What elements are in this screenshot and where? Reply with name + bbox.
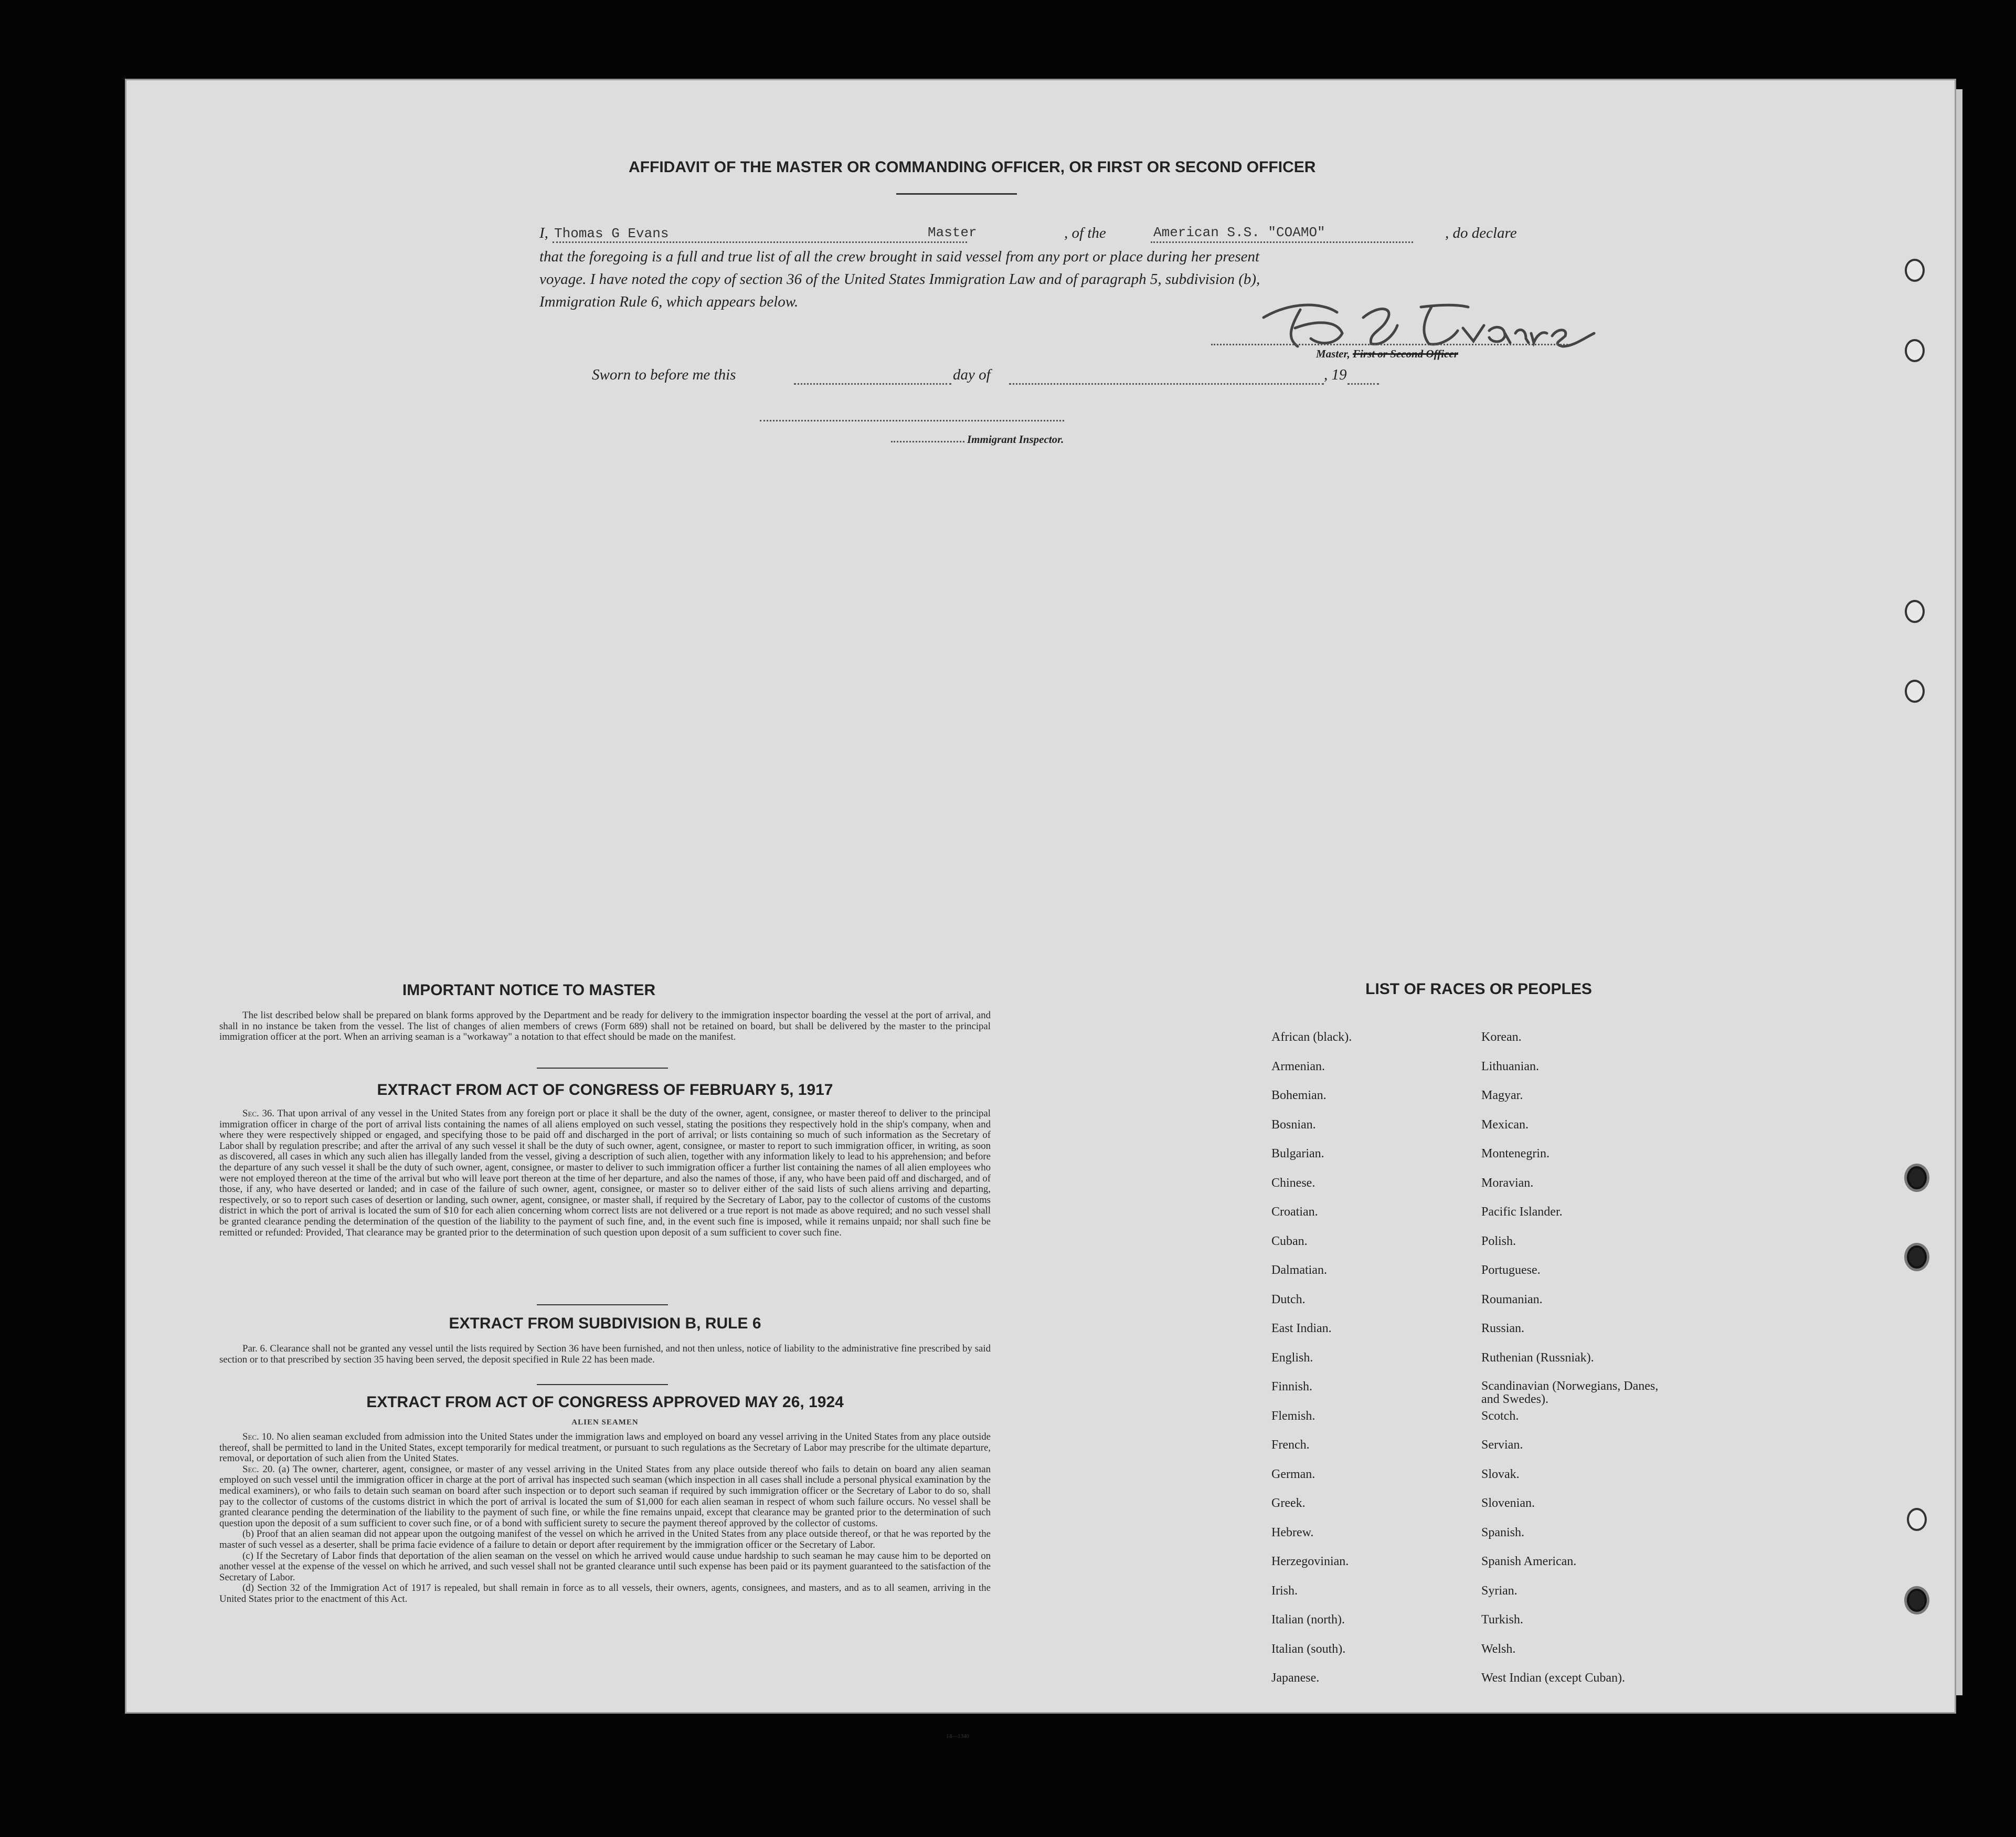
race-item: Portuguese. [1481,1263,1541,1277]
vessel-underline [1151,241,1413,243]
declaration-line-3: voyage. I have noted the copy of section 36 of the United States Immigration Law and of paragraph 5, subdivision (b), [539,271,1260,288]
race-item: Syrian. [1481,1583,1518,1598]
alien-seamen-subtitle: ALIEN SEAMEN [571,1418,639,1427]
binder-hole [1907,1508,1927,1531]
signer-title-struck: First or Second Officer [1353,347,1458,360]
race-item: Welsh. [1481,1642,1516,1656]
race-item: Spanish American. [1481,1555,1577,1568]
inspector-label: Immigrant Inspector. [967,433,1064,446]
race-item: Ruthenian (Russniak). [1481,1350,1594,1365]
race-item: African (black). [1271,1030,1352,1044]
race-item: Irish. [1271,1583,1298,1598]
binder-hole [1905,600,1925,623]
race-item: Slovak. [1481,1467,1520,1481]
name-underline [553,241,967,243]
race-item: Italian (south). [1271,1642,1346,1656]
master-signature [1258,297,1626,354]
sec-20a-text: (a) The owner, charterer, agent, consignee, or master of any vessel arriving in the United States from any place outside thereof who fails to detain on board any alien seaman employed on such vessel until the immigration officer in charge at the port of arrival has inspected such seaman (which inspection in all cases shall include a personal physical examination by the medical examiners), or who fails to detain such seaman on board after such inspection or to deport such seaman if required by such immigration officer or the Secretary of Labor to do so, shall pay to the collector of customs of the customs district in which the port of arrival is located the sum of $1,000 for each alien seaman in respect of whom such failure occurs. No vessel shall be granted clearance pending the determination of the liability to the payment of such fine, or while the fine remains unpaid, except that clearance may be granted prior to the determination of such question upon the deposit of a sum sufficient to cover such fine, or of a bond with sufficient surety to secure the payment thereof approved by the collector of customs. [219,1463,991,1529]
race-item: Russian. [1481,1322,1525,1335]
race-item: Herzegovinian. [1271,1555,1349,1568]
act-1917-title: EXTRACT FROM ACT OF CONGRESS OF FEBRUARY 5, 1917 [377,1081,833,1099]
race-item: Moravian. [1481,1176,1534,1190]
master-rank: Master [928,225,977,240]
sworn-month-line [1009,383,1324,385]
binder-hole [1905,339,1925,362]
race-item: Japanese. [1271,1671,1320,1685]
of-the-label: , of the [1064,225,1106,241]
do-declare-label: , do declare [1445,225,1517,241]
sec-20b-text: (b) Proof that an alien seaman did not appear upon the outgoing manifest of the vessel on which he arrived in the United States from any place outside thereof, or that he was reported by the master of such vessel as a deserter, shall be prima facie evidence of a failure to detain or deport after requirement by the immigration officer or the Secretary of Labor. [219,1528,991,1550]
vessel-name: American S.S. "COAMO" [1153,225,1325,240]
race-item: Lithuanian. [1481,1059,1539,1073]
sworn-year-label: , 19 [1324,366,1347,383]
race-item: West Indian (except Cuban). [1481,1671,1625,1685]
manifest-page [125,79,1956,1739]
signature-line [1211,344,1568,345]
act-1917-text: That upon arrival of any vessel in the United States from any foreign port or place it shall be the duty of the owner, agent, consignee, or master thereof to deliver to the principal immigration officer in charge of the port of arrival lists containing the names of all aliens employed on such vessel, stating the positions they respectively hold in the ship's company, when and where they were respectively shipped or engaged, and specifying those to be paid off and discharged in the port of arrival; or lists containing so much of such information as the Secretary of Labor shall by regulation prescribe; and after the arrival of any such vessel it shall be the duty of such owner, agent, consignee, or master to report to such immigration officer, in writing, as soon as discovered, all cases in which any such alien has illegally landed from the vessel, giving a description of such alien, together with any information likely to lead to his apprehension; and before the departure of any such vessel it shall be the duty of such owner, agent, consignee, or master to deliver to such immigration officer a further list containing the names of all alien employees who were not employed thereon at the time of the arrival but who will leave port thereon at the time of her departure, and also the names of those, if any, who have been paid off and discharged, and of those, if any, who have deserted or landed; and in case of the failure of such owner, agent, consignee, or master so to deliver either of the said lists of such aliens arriving and departing, respectively, or so to report such cases of desertion or landing, such owner, agent, consignee, or master shall, if required by the Secretary of Labor, pay to the collector of customs of the customs district in which the port of arrival is located the sum of $10 for each alien concerning whom correct lists are not delivered or a true report is not made as above required; and no such vessel shall be granted clearance pending the determination of the question of the liability to the payment of such fine, and, in the event such fine is imposed, while it remains unpaid; nor shall such fine be remitted or refunded: Provided, That clearance may be granted prior to the determination of such question upon deposit of a sum sufficient to cover such fine. [219,1108,991,1238]
declaration-line-4: Immigration Rule 6, which appears below. [539,293,799,310]
inspector-line [891,441,964,442]
race-item: East Indian. [1271,1322,1332,1335]
race-item: Finnish. [1271,1380,1313,1393]
binder-hole [1907,1589,1927,1612]
race-item: Bosnian. [1271,1117,1316,1132]
race-item: Magyar. [1481,1089,1523,1102]
race-item: Dalmatian. [1271,1263,1327,1277]
race-item: Scandinavian (Norwegians, Danes, and Swedes). [1481,1379,1659,1406]
race-item: Cuban. [1271,1234,1308,1248]
race-item: Servian. [1481,1438,1523,1452]
affidavit-title: AFFIDAVIT OF THE MASTER OR COMMANDING OFFICER, OR FIRST OR SECOND OFFICER [629,159,1316,176]
notice-body [219,1010,991,1043]
act-1917-section: Sec. 36. [242,1108,274,1119]
race-item: Bulgarian. [1271,1147,1324,1160]
sworn-day-line [794,383,951,385]
declaration-line-2: that the foregoing is a full and true list of all the crew brought in said vessel from any port or place during her present [539,248,1260,265]
binder-hole [1907,1245,1927,1269]
act-1924-body [219,1432,991,1605]
act-1924-title: EXTRACT FROM ACT OF CONGRESS APPROVED MAY 26, 1924 [366,1393,844,1411]
act-1917-divider [537,1304,668,1305]
declaration-line-1 [539,225,548,242]
sworn-day-label: day of [953,366,991,383]
race-item: Greek. [1271,1496,1306,1510]
rule-6-title: EXTRACT FROM SUBDIVISION B, RULE 6 [449,1315,761,1332]
declaration-prefix: I, [539,225,548,241]
race-item: Korean. [1481,1030,1522,1044]
signer-title [1316,347,1458,361]
races-title: LIST OF RACES OR PEOPLES [1365,980,1592,998]
notice-divider [537,1068,668,1069]
race-item: English. [1271,1350,1313,1365]
sec-20d-text: (d) Section 32 of the Immigration Act of 1917 is repealed, but shall remain in force as to all vessels, their owners, agents, consignees, and masters, and as to all seamen, arriving in the United States prior to the enactment of this Act. [219,1582,991,1604]
race-item: German. [1271,1467,1315,1481]
race-item: Turkish. [1481,1613,1523,1627]
race-item: Armenian. [1271,1059,1325,1073]
form-number: 14—1340 [946,1733,969,1739]
race-item: Mexican. [1481,1117,1529,1132]
rule-6-text: Par. 6. Clearance shall not be granted any vessel until the lists required by Section 36 have been furnished, and not then unless, notice of liability to the administrative fine prescribed by said section or to that prescribed by section 35 having been served, the deposit specified in Rule 22 has been made. [219,1343,991,1365]
race-item: French. [1271,1438,1310,1452]
race-item: Scotch. [1481,1409,1519,1423]
affidavit-title-rule [896,193,1017,195]
sec-10-text: No alien seaman excluded from admission into the United States under the immigration laws and employed on board any vessel arriving in the United States from any place outside thereof, shall be permitted to land in the United States, except temporarily for medical treatment, or pursuant to such regulations as the Secretary of Labor may prescribe for the ultimate departure, removal, or deportation of such alien from the United States. [219,1431,991,1464]
race-item: Chinese. [1271,1176,1315,1190]
sworn-year-line [1347,383,1379,385]
race-item: Italian (north). [1271,1613,1345,1627]
master-name: Thomas G Evans [554,226,669,241]
inspector-line-upper [760,420,1064,421]
race-item: Pacific Islander. [1481,1205,1563,1219]
binder-hole [1907,1166,1927,1189]
signer-title-master: Master, [1316,347,1350,360]
sec-20c-text: (c) If the Secretary of Labor finds that deportation of the alien seaman on the vessel on which he arrived would cause undue hardship to such seaman he may cause him to be deported on another vessel at the expense of the vessel on which he arrived, and such vessel shall not be granted clearance until such expense has been paid or its payment guaranteed to the satisfaction of the Secretary of Labor. [219,1550,991,1583]
race-item: Bohemian. [1271,1089,1327,1102]
notice-text: The list described below shall be prepared on blank forms approved by the Department and be ready for delivery to the immigration inspector boarding the vessel at the port of arrival, and shall in no instance be taken from the vessel. The list of changes of alien members of crews (Form 689) shall not be retained on board, but shall be delivered by the master to the principal immigration officer at the port. When an arriving seaman is a "workaway" a notation to that effect should be made on the manifest. [219,1010,991,1043]
race-item: Slovenian. [1481,1496,1535,1510]
rule-6-body [219,1344,991,1365]
race-item: Montenegrin. [1481,1147,1550,1160]
race-item: Polish. [1481,1234,1516,1248]
sworn-prefix: Sworn to before me this [592,366,736,383]
race-item: Croatian. [1271,1205,1318,1219]
sec-20-label: Sec. 20. [242,1463,275,1475]
act-1917-body [219,1108,991,1238]
race-item: Hebrew. [1271,1525,1314,1539]
rule-6-divider [537,1384,668,1385]
race-item: Flemish. [1271,1409,1315,1423]
sec-10-label: Sec. 10. [242,1431,274,1442]
notice-title: IMPORTANT NOTICE TO MASTER [402,981,656,999]
race-item: Spanish. [1481,1525,1525,1539]
race-item: Dutch. [1271,1292,1306,1306]
binder-hole [1905,259,1925,282]
race-item: Roumanian. [1481,1292,1543,1306]
binder-hole [1905,680,1925,703]
